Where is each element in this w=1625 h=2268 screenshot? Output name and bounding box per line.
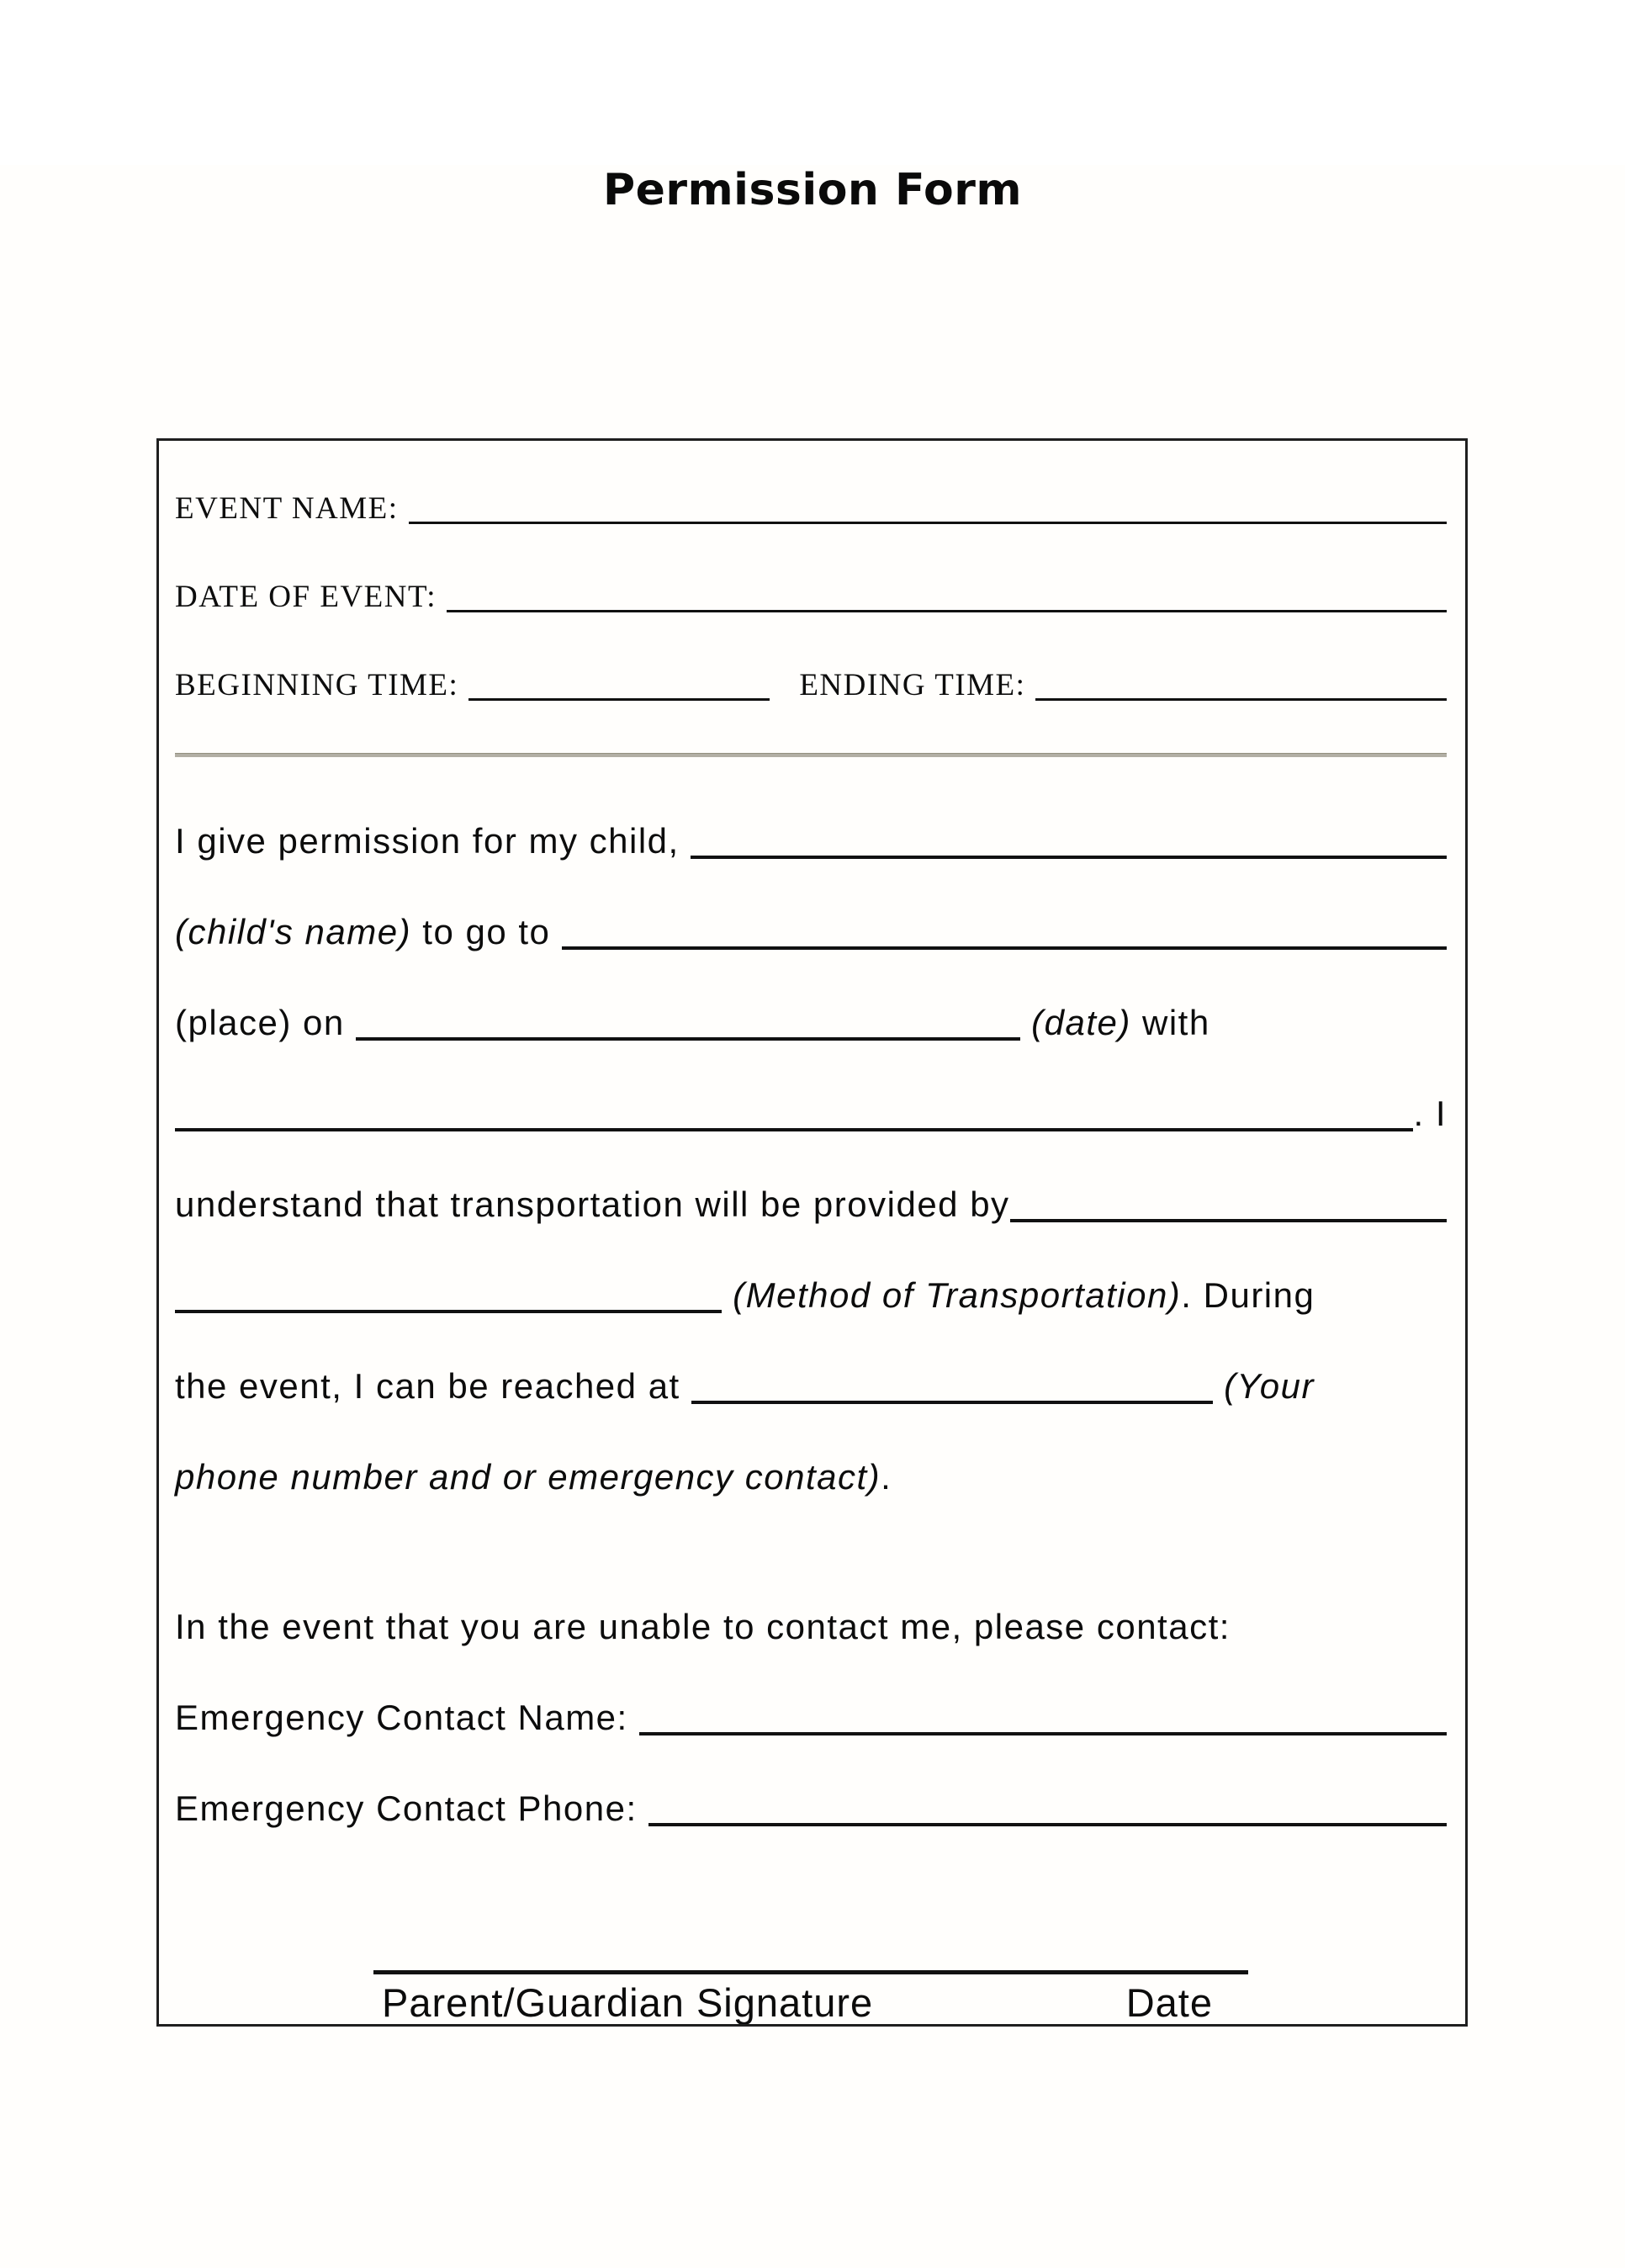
transportation-method-field[interactable] bbox=[175, 1281, 722, 1313]
body-line bbox=[175, 1432, 1447, 1523]
body-text-segment: Emergency Contact Phone: bbox=[175, 1788, 648, 1828]
event-name-field[interactable] bbox=[409, 496, 1447, 524]
body-text-segment: (Your bbox=[1224, 1366, 1315, 1406]
event-date-field[interactable] bbox=[356, 1009, 1020, 1041]
beginning-time-label: BEGINNING TIME: bbox=[175, 668, 459, 702]
body-line bbox=[175, 796, 1447, 887]
body-line bbox=[175, 1582, 1447, 1672]
signature-labels bbox=[373, 1974, 1248, 2027]
header-fields bbox=[175, 441, 1447, 707]
signature-label: Parent/Guardian Signature bbox=[382, 1980, 874, 2025]
body-text-segment: Emergency Contact Name: bbox=[175, 1698, 639, 1737]
body-line bbox=[175, 1672, 1447, 1763]
body-line bbox=[175, 1763, 1447, 1854]
body-line bbox=[175, 1341, 1447, 1432]
body-text-segment bbox=[1213, 1341, 1224, 1432]
emergency-contact-phone-field[interactable] bbox=[648, 1794, 1447, 1826]
form-box bbox=[156, 438, 1468, 2027]
body-text-segment: (Method of Transportation) bbox=[733, 1275, 1182, 1315]
body-text-segment: I give permission for my child, bbox=[175, 821, 691, 861]
ending-time-field[interactable] bbox=[1035, 673, 1447, 701]
body-text bbox=[175, 796, 1447, 1854]
transportation-provider-field[interactable] bbox=[1010, 1190, 1447, 1222]
body-text-segment: . I bbox=[1413, 1094, 1447, 1133]
header-field-row bbox=[175, 488, 1447, 530]
page-title: Permission Form bbox=[602, 165, 1023, 215]
body-line bbox=[175, 887, 1447, 978]
body-text-segment: In the event that you are unable to contact me, please contact: bbox=[175, 1607, 1231, 1646]
body-line bbox=[175, 1250, 1447, 1341]
body-text-segment: with bbox=[1130, 1003, 1210, 1042]
event-name-label: EVENT NAME: bbox=[175, 491, 399, 526]
header-field-row bbox=[175, 576, 1447, 618]
date-of-event-field[interactable] bbox=[447, 585, 1447, 612]
contact-phone-field[interactable] bbox=[691, 1372, 1213, 1404]
ending-time-label: ENDING TIME: bbox=[799, 668, 1026, 702]
section-divider bbox=[175, 753, 1447, 757]
body-text-segment: . During bbox=[1181, 1275, 1315, 1315]
body-text-segment: to go to bbox=[411, 912, 562, 951]
header-field-row bbox=[175, 665, 1447, 707]
body-text-segment: phone number and or emergency contact) bbox=[175, 1457, 881, 1497]
body-text-segment: (place) on bbox=[175, 1003, 356, 1042]
body-text-segment bbox=[1020, 978, 1031, 1068]
beginning-time-field[interactable] bbox=[468, 673, 770, 701]
body-text-segment: (child's name) bbox=[175, 912, 412, 951]
child-name-field[interactable] bbox=[691, 827, 1447, 859]
body-text-segment: understand that transportation will be provided by bbox=[175, 1184, 1010, 1224]
body-text-segment: the event, I can be reached at bbox=[175, 1366, 691, 1406]
body-line bbox=[175, 1068, 1447, 1159]
accompanying-person-field[interactable] bbox=[175, 1100, 1413, 1131]
body-line bbox=[175, 1159, 1447, 1250]
body-text-segment bbox=[722, 1250, 733, 1341]
body-text-segment: . bbox=[881, 1457, 892, 1497]
emergency-contact-name-field[interactable] bbox=[639, 1704, 1447, 1735]
body-line bbox=[175, 978, 1447, 1068]
permission-form-document bbox=[0, 165, 1625, 2268]
date-label: Date bbox=[1125, 1980, 1213, 2025]
body-text-segment: (date) bbox=[1031, 1003, 1131, 1042]
place-field[interactable] bbox=[562, 918, 1447, 950]
date-of-event-label: DATE OF EVENT: bbox=[175, 580, 437, 614]
signature-block bbox=[373, 1970, 1248, 2027]
